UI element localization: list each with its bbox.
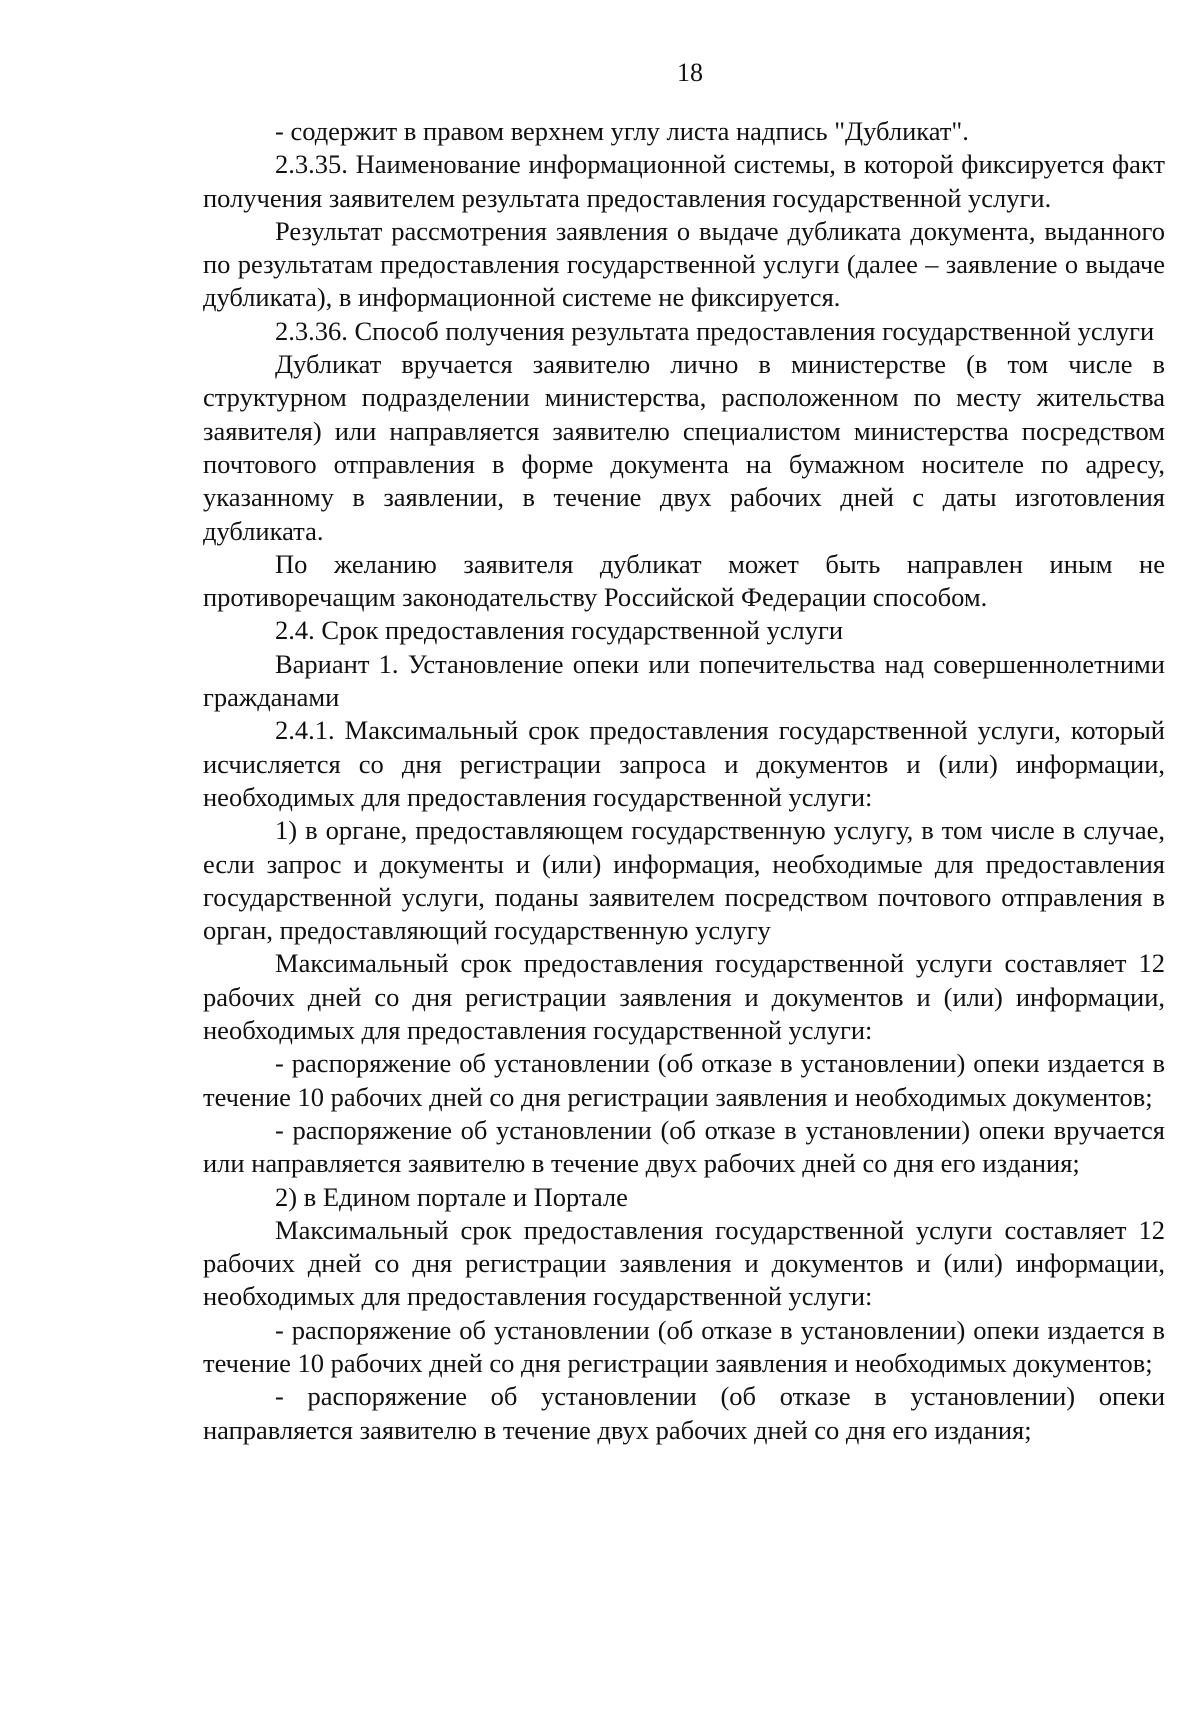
section-heading: 2.4.1. Максимальный срок предоставления государственной услуги, который исчисляется со дня регистрации запроса и документов и (или) информации, необходимых для предоставления государственной услуги: [203,715,1165,812]
paragraph: Результат рассмотрения заявления о выдаче дубликата документа, выданного по результатам предоставления государственной услуги (далее – заявление о выдаче дубликата), в информационной системе не фиксируется. [203,215,1165,313]
section-heading: 2.3.35. Наименование информационной системы, в которой фиксируется факт получения заявителем результата предоставления государственной услуги. [203,149,1165,213]
section-heading: 2.3.36. Способ получения результата предоставления государственной услуги [275,315,1155,346]
paragraph: Максимальный срок предоставления государственной услуги составляет 12 рабочих дней со дня регистрации заявления и документов и (или) информации, необходимых для предоставления государственной услуги: [203,1214,1165,1312]
paragraph: - содержит в правом верхнем углу листа надпись "Дубликат". [275,116,969,146]
list-item: - распоряжение об установлении (об отказе в установлении) опеки вручается или направляется заявителю в течение двух рабочих дней со дня его издания; [203,1114,1165,1179]
paragraph: Максимальный срок предоставления государственной услуги составляет 12 рабочих дней со дня регистрации заявления и документов и (или) информации, необходимых для предоставления государственной услуги: [203,948,1165,1046]
document-body [203,115,1165,1447]
list-item: - распоряжение об установлении (об отказе в установлении) опеки издается в течение 10 рабочих дней со дня регистрации заявления и необходимых документов; [203,1048,1165,1112]
list-item: 2) в Едином портале и Портале [275,1181,628,1212]
paragraph: Дубликат вручается заявителю лично в министерстве (в том числе в структурном подразделении министерства, расположенном по месту жительства заявителя) или направляется заявителю специалистом министерства посредством почтового отправления в форме документа на бумажном носителе по адресу, указанному в заявлении, в течение двух рабочих дней с даты изготовления дубликата. [203,349,1165,546]
paragraph: По желанию заявителя дубликат может быть направлен иным не противоречащим законодательству Российской Федерации способом. [203,548,1165,613]
page-number: 18 [677,58,703,87]
section-heading: 2.4. Срок предоставления государственной услуги [275,615,844,646]
variant-heading: Вариант 1. Установление опеки или попечительства над совершеннолетними гражданами [203,648,1165,713]
list-item: - распоряжение об установлении (об отказе в установлении) опеки направляется заявителю в течение двух рабочих дней со дня его издания; [203,1381,1165,1445]
list-item: 1) в органе, предоставляющем государственную услугу, в том числе в случае, если запрос и документы и (или) информация, необходимые для предоставления государственной услуги, поданы заявителем посредством почтового отправления в орган, предоставляющий государственную услугу [203,815,1165,946]
list-item: - распоряжение об установлении (об отказе в установлении) опеки издается в течение 10 рабочих дней со дня регистрации заявления и необходимых документов; [203,1314,1165,1378]
